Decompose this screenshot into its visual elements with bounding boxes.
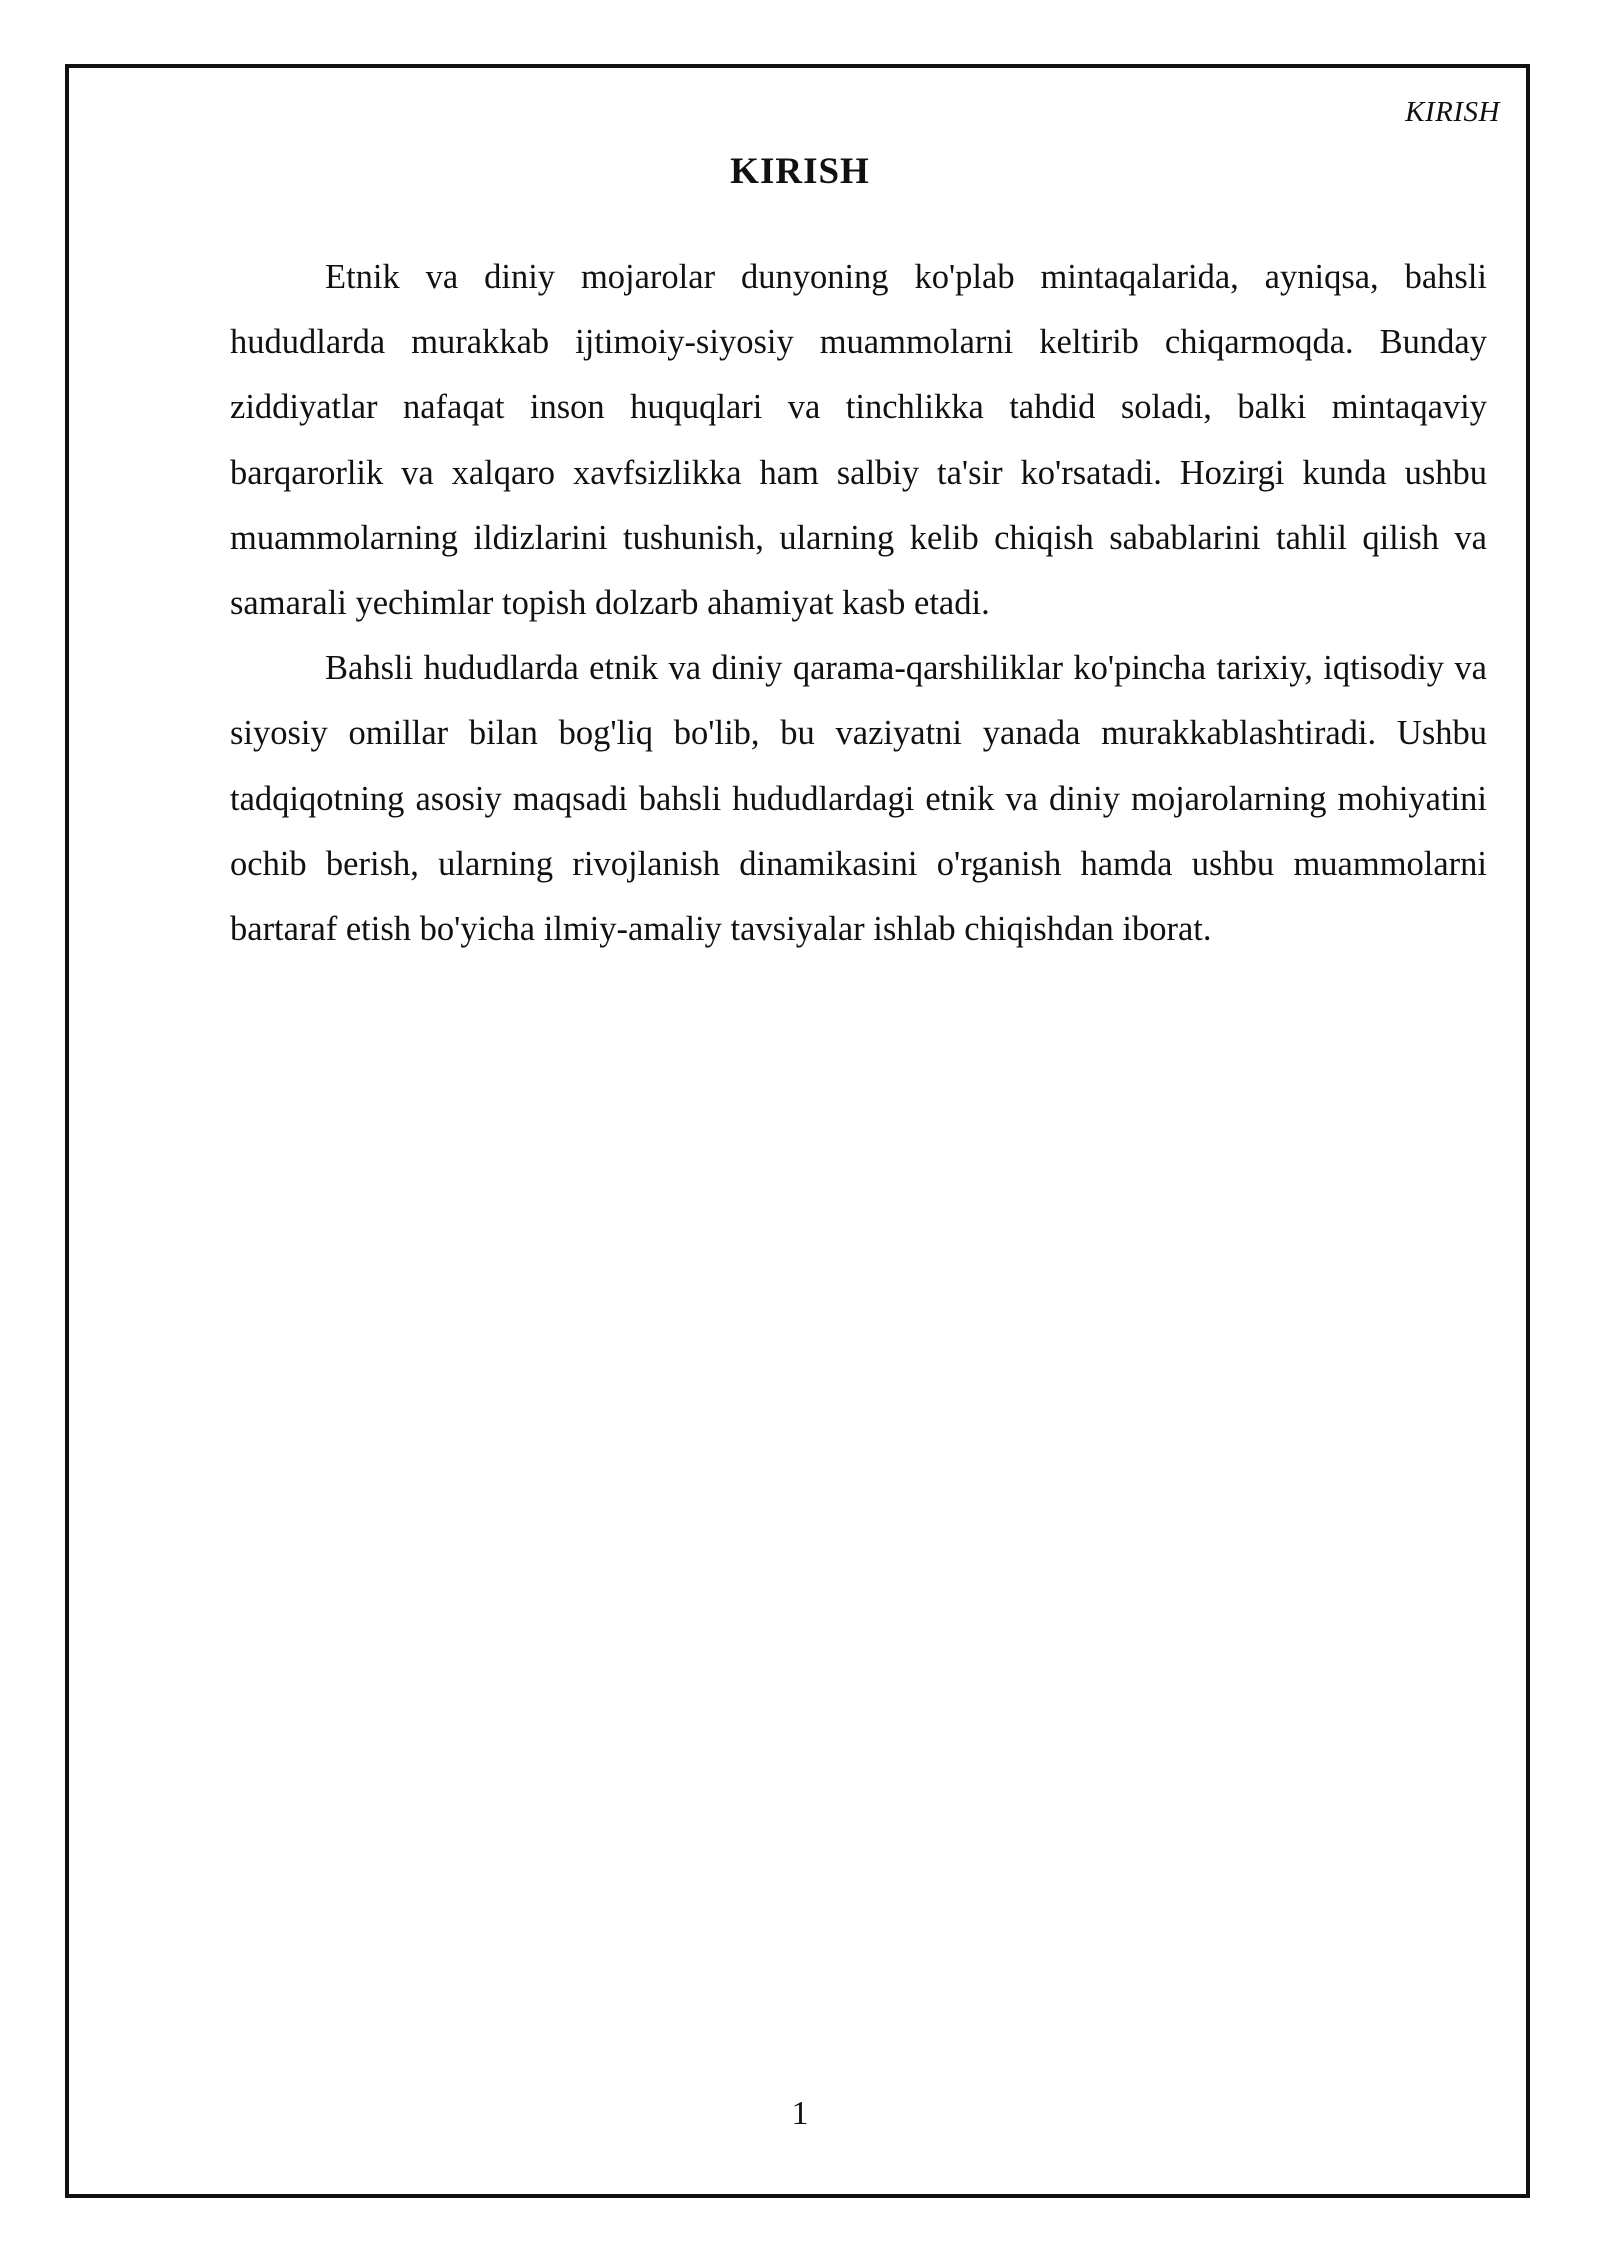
page-number: 1 — [791, 2095, 809, 2132]
running-header: KIRISH — [1405, 96, 1500, 128]
paragraph-2: Bahsli hududlarda etnik va diniy qarama-qarshiliklar ko'pincha tarixiy, iqtisodiy va siyosiy omillar bilan bog'liq bo'lib, bu vaziyatni yanada murakkablashtiradi. Ushbu tadqiqotning asosiy maqsadi bahsli hududlardagi etnik va diniy mojarolarning mohiyatini ochib berish, ularning rivojlanish dinamikasini o'rganish hamda ushbu muammolarni bartaraf etish bo'yicha ilmiy-amaliy tavsiyalar ishlab chiqishdan iborat. — [230, 649, 1487, 949]
page-title: KIRISH — [730, 151, 870, 192]
body-text — [230, 245, 1487, 962]
paragraph-1: Etnik va diniy mojarolar dunyoning ko'plab mintaqalarida, ayniqsa, bahsli hududlarda murakkab ijtimoiy-siyosiy muammolarni keltirib chiqarmoqda. Bunday ziddiyatlar nafaqat inson huquqlari va tinchlikka tahdid soladi, balki mintaqaviy barqarorlik va xalqaro xavfsizlikka ham salbiy ta'sir ko'rsatadi. Hozirgi kunda ushbu muammolarning ildizlarini tushunish, ularning kelib chiqish sabablarini tahlil qilish va samarali yechimlar topish dolzarb ahamiyat kasb etadi. — [230, 258, 1487, 623]
